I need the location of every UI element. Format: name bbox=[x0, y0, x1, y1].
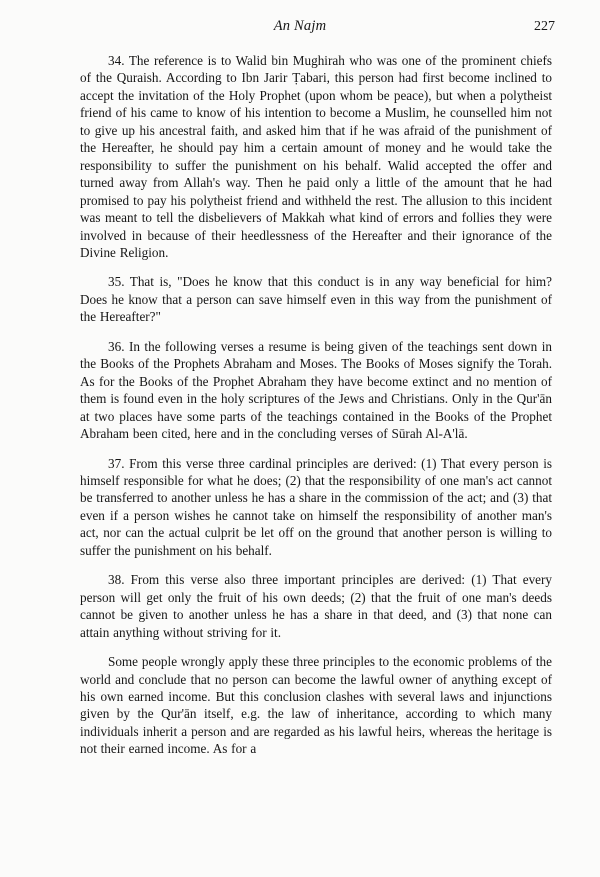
continuation-paragraph bbox=[80, 653, 552, 758]
note-text: From this verse also three important principles are derived: (1) That every person will get only the fruit of his own deeds; (2) that the fruit of one man's deeds cannot be given to another unless he has a share in that deed, and (3) that none can attain anything without striving for it. bbox=[80, 572, 552, 640]
note-text: The reference is to Walid bin Mughirah who was one of the prominent chiefs of the Quraish. According to Ibn Jarir Ṭabari, this person had first become inclined to accept the invitation of the Holy Prophet (upon whom be peace), but when a polytheist friend of his came to know of his intention to become a Muslim, he counselled him not to give up his ancestral faith, and asked him that if he was afraid of the punishment of the Hereafter, he should pay him a certain amount of money and he would take the responsibility to suffer the punishment on his behalf. Walid accepted the offer and turned away from Allah's way. Then he paid only a little of the amount that he had promised to pay his polytheist friend and withheld the rest. The allusion to this incident was meant to tell the disbelievers of Makkah what kind of errors and follies they were involved in because of their heedlessness of the Hereafter and their ignorance of the Divine Religion. bbox=[80, 53, 552, 260]
paragraph-text: Some people wrongly apply these three principles to the economic problems of the world and conclude that no person can become the lawful owner of anything except of his own earned income. But this conclusion clashes with several laws and injunctions given by the Qur'ān itself, e.g. the law of inheritance, according to which many individuals inherit a person and are regarded as his lawful heirs, whereas the heritage is not their earned income. As for a bbox=[80, 654, 552, 757]
note-36 bbox=[80, 338, 552, 443]
note-number: 38. bbox=[108, 572, 125, 588]
note-35 bbox=[80, 273, 552, 325]
note-number: 37. bbox=[108, 455, 125, 471]
note-34 bbox=[80, 52, 552, 261]
note-number: 35. bbox=[108, 274, 125, 290]
note-38 bbox=[80, 571, 552, 641]
body-text bbox=[80, 52, 552, 768]
note-text: In the following verses a resume is being given of the teachings sent down in the Books of the Prophets Abraham and Moses. The Books of Moses signify the Torah. As for the Books of the Prophet Abraham they have become extinct and no mention of them is found even in the holy scriptures of the Jews and Christians. Only in the Qur'ān at two places have some parts of the teachings contained in the Books of the Prophet Abraham been cited, here and in the concluding verses of Sūrah Al-A'lā. bbox=[80, 338, 552, 442]
page-number: 227 bbox=[534, 19, 555, 34]
note-text: From this verse three cardinal principles are derived: (1) That every person is himself responsible for what he does; (2) that the responsibility of one man's act cannot be transferred to another unless he has a share in the commission of the act; and (3) that even if a person wishes he cannot take on himself the responsibility of another man's act, nor can the actual culprit be let off on the ground that another person is willing to suffer the punishment on his behalf. bbox=[80, 455, 552, 558]
note-number: 34. bbox=[108, 53, 125, 68]
running-title: An Najm bbox=[273, 18, 327, 34]
note-number: 36. bbox=[108, 338, 125, 354]
note-text: That is, "Does he know that this conduct is in any way beneficial for him? Does he know that a person can save himself even in this way from the punishment of the Hereafter?" bbox=[80, 274, 552, 325]
note-37 bbox=[80, 455, 552, 560]
